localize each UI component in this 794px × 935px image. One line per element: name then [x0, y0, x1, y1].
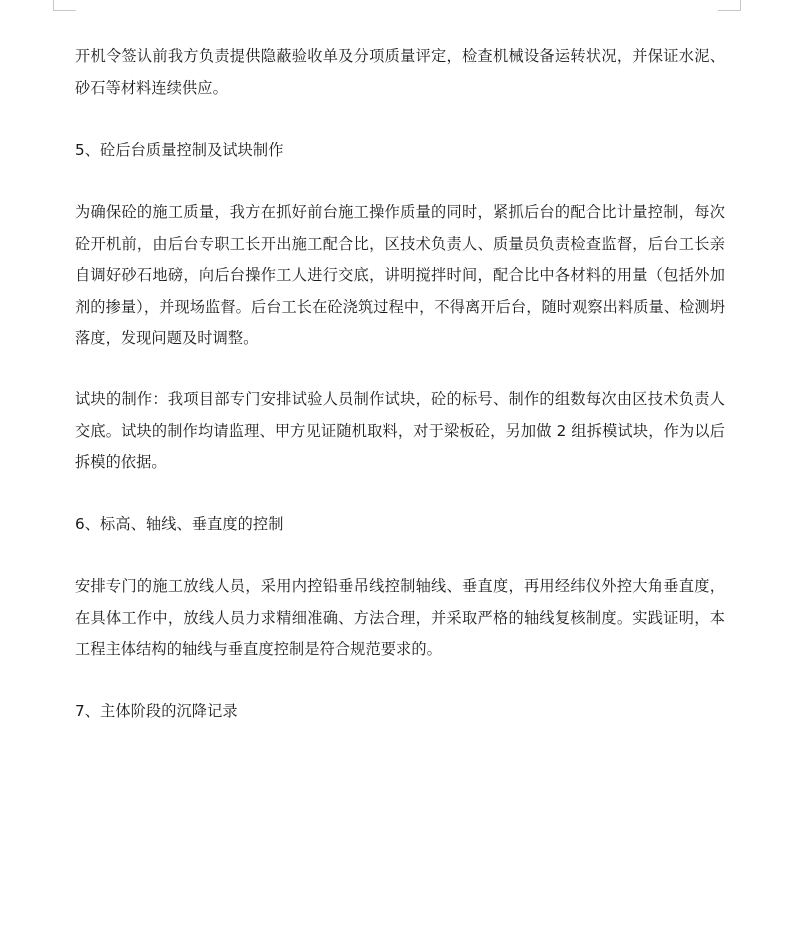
section-heading-7: 7、主体阶段的沉降记录: [75, 702, 238, 720]
paragraph-test-block: 试块的制作：我项目部专门安排试验人员制作试块，砼的标号、制作的组数每次由区技术负责人交底。试块的制作均请监理、甲方见证随机取料，对于梁板砼，另加做 2 组拆模试块，作为以后拆模的依据。: [75, 390, 725, 471]
paragraph-backstage-quality: 为确保砼的施工质量，我方在抓好前台施工操作质量的同时，紧抓后台的配合比计量控制，每次砼开机前，由后台专职工长开出施工配合比，区技术负责人、质量员负责检查监督，后台工长亲自调好砂石地磅，向后台操作工人进行交底，讲明搅拌时间，配合比中各材料的用量（包括外加剂的掺量），并现场监督。后台工长在砼浇筑过程中，不得离开后台，随时观察出料质量、检测坍落度，发现问题及时调整。: [75, 203, 725, 347]
section-heading-6: 6、标高、轴线、垂直度的控制: [75, 515, 284, 533]
paragraph-axis-control: 安排专门的施工放线人员，采用内控铅垂吊线控制轴线、垂直度，再用经纬仪外控大角垂直度，在具体工作中，放线人员力求精细准确、方法合理，并采取严格的轴线复核制度。实践证明，本工程主体结构的轴线与垂直度控制是符合规范要求的。: [75, 577, 725, 658]
top-left-crop-mark: [53, 0, 76, 11]
paragraph-continuation: 开机令签认前我方负责提供隐蔽验收单及分项质量评定，检查机械设备运转状况，并保证水泥、砂石等材料连续供应。: [75, 47, 725, 97]
top-right-crop-mark: [718, 0, 741, 11]
section-heading-5: 5、砼后台质量控制及试块制作: [75, 141, 284, 159]
